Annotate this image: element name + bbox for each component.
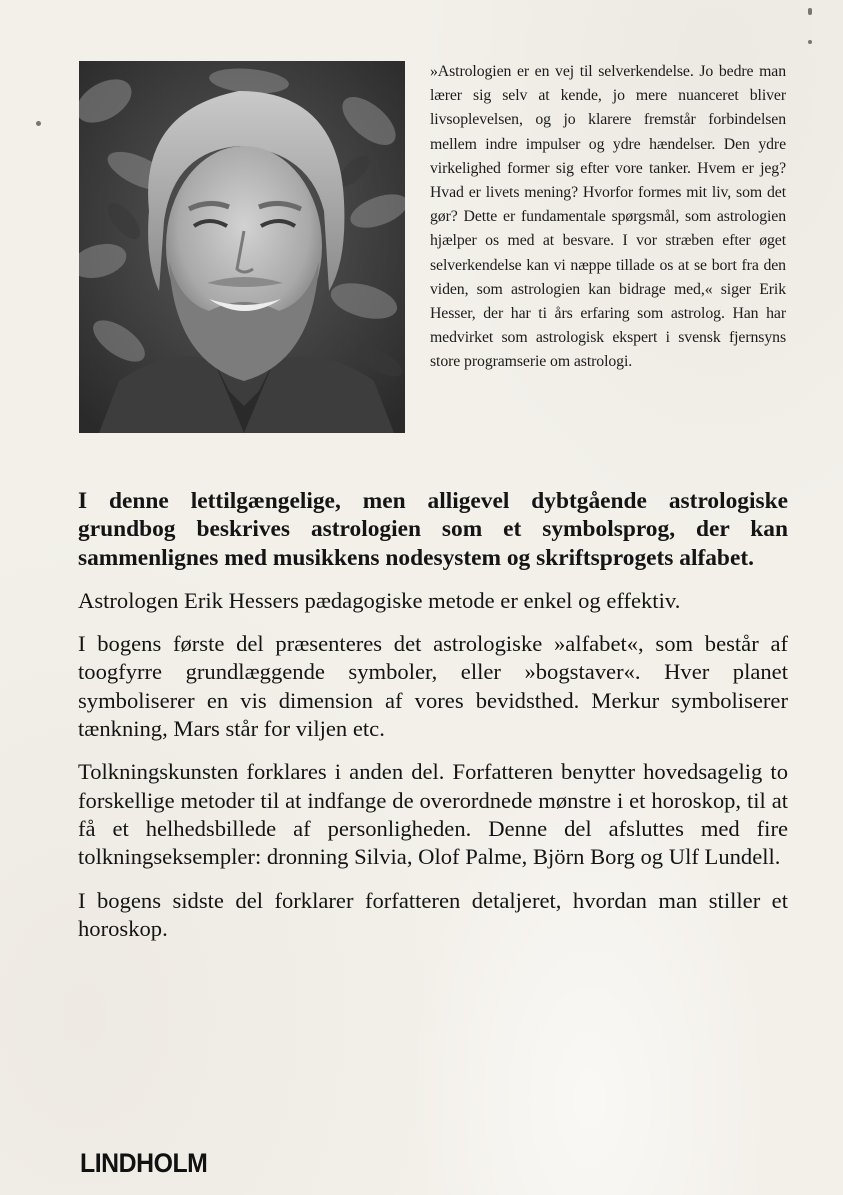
paper-speck xyxy=(36,121,41,126)
book-description xyxy=(78,487,788,958)
paper-speck xyxy=(808,40,812,44)
author-quote: »Astrologien er en vej til selverkendelse. Jo bedre man lærer sig selv at kende, jo mere nuanceret bliver livsoplevelsen, og jo klarere fremstår forbindelsen mellem indre impulser og ydre hændelser. Den ydre virkelighed former sig efter vore tanker. Hvem er jeg? Hvad er livets mening? Hvorfor formes mit liv, som det gør? Dette er fundamentale spørgsmål, som astrologien hjælper os med at besvare. I vor stræben efter øget selverkendelse kan vi næppe tillade os at se bort fra den viden, som astrologien kan bidrage med,« siger Erik Hesser, der har ti års erfaring som astrolog. Han har medvirket som astrologisk ekspert i svensk fjernsyns store programserie om astrologi. xyxy=(430,63,786,371)
description-paragraph: Astrologen Erik Hessers pædagogiske metode er enkel og effektiv. xyxy=(78,587,681,613)
author-portrait-photo xyxy=(79,61,405,433)
description-paragraph: I bogens sidste del forklarer forfatteren detaljeret, hvordan man stiller et horoskop. xyxy=(78,887,788,941)
description-paragraph: Tolkningskunsten forklares i anden del. Forfatteren benytter hovedsagelig to forskellige metoder til at indfange de overordnede mønstre i et horoskop, til at få et helhedsbillede af personligheden. Denne del afsluttes med fire tolkningseksempler: dronning Silvia, Olof Palme, Björn Borg og Ulf Lundell. xyxy=(78,759,788,870)
paper-speck xyxy=(808,8,812,15)
publisher-logo: LINDHOLM xyxy=(80,1148,208,1178)
description-paragraph: I bogens første del præsenteres det astrologiske »alfabet«, som består af toogfyrre grundlæggende symboler, eller »bogstaver«. Hver planet symboliserer en vis dimension af vores bevidsthed. Merkur symboliserer tænkning, Mars står for viljen etc. xyxy=(78,631,788,742)
description-lead-paragraph: I denne lettilgængelige, men alligevel dybtgående astrologiske grundbog beskrives astrologien som et symbolsprog, der kan sammenlignes med musikkens nodesystem og skriftsprogets alfabet. xyxy=(78,488,788,571)
